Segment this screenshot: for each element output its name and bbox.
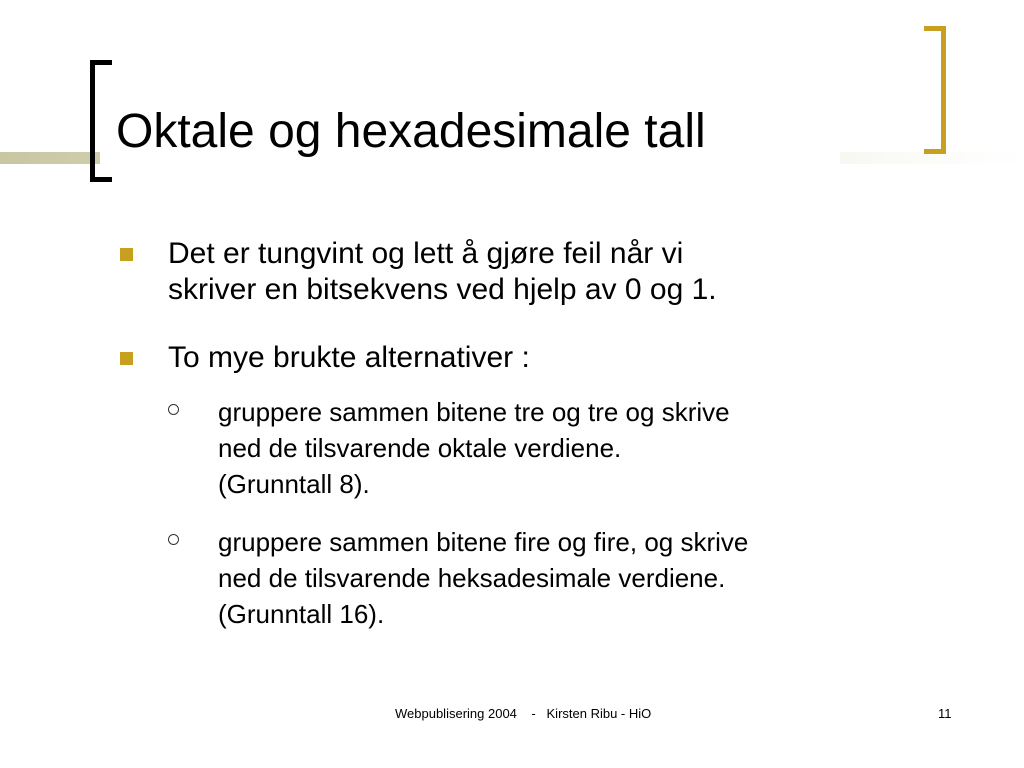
sub-bullet-text bbox=[218, 394, 938, 502]
sub-bullet-line: gruppere sammen bitene fire og fire, og skrive bbox=[218, 527, 749, 557]
slide-title: Oktale og hexadesimale tall bbox=[116, 105, 706, 158]
footer-text: Webpublisering 2004 - Kirsten Ribu - HiO bbox=[395, 706, 652, 721]
bullet-line: skriver en bitsekvens ved hjelp av 0 og 1. bbox=[168, 273, 717, 306]
page-number: 11 bbox=[938, 706, 952, 721]
bullet-line: Det er tungvint og lett å gjøre feil når vi bbox=[168, 237, 684, 270]
bullet-line: To mye brukte alternativer : bbox=[168, 341, 530, 374]
sub-bullet-line: (Grunntall 16). bbox=[218, 599, 385, 629]
sub-bullet-text bbox=[218, 524, 938, 632]
sub-bullet-line: gruppere sammen bitene tre og tre og skrive bbox=[218, 397, 730, 427]
circle-bullet-icon bbox=[168, 534, 179, 545]
bullet-text bbox=[168, 236, 928, 308]
sub-bullet-line: ned de tilsvarende oktale verdiene. bbox=[218, 433, 622, 463]
circle-bullet-icon bbox=[168, 404, 179, 415]
bullet-text bbox=[168, 340, 928, 376]
square-bullet-icon bbox=[120, 352, 133, 365]
square-bullet-icon bbox=[120, 248, 133, 261]
sub-bullet-line: (Grunntall 8). bbox=[218, 469, 370, 499]
sub-bullet-line: ned de tilsvarende heksadesimale verdiene. bbox=[218, 563, 726, 593]
